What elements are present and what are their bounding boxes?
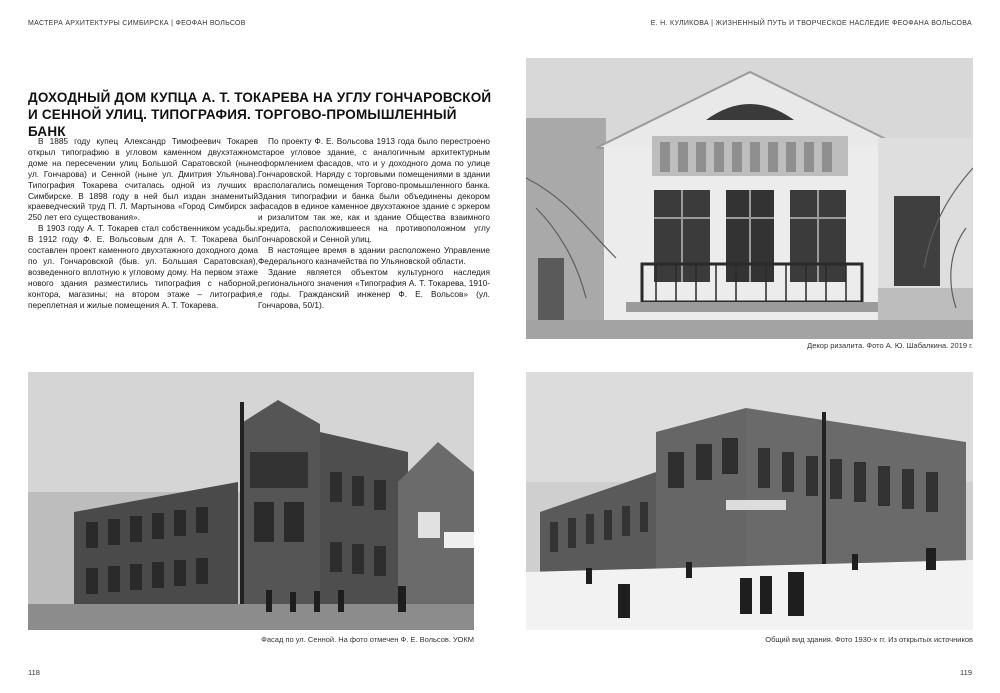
article-title [28, 89, 498, 140]
page-number-left: 118 [28, 668, 40, 677]
paragraph: По проекту Ф. Е. Вольсова 1913 года было перестроено старое угловое здание, с аналогичным архитектурным оформлением фасадов, что и у доходного дома по улице Гончаровской. Наряду с торговыми помещениями в здании располагались помещения Торгово-промышленного банка. Здания типографии и банка были объединены декором фасадов в единое каменное двухэтажное здание с эркером и ризалитом так же, как и здание Общества взаимного кредита, расположившееся на противоположном углу Гончаровской и Сенной улиц. [258, 136, 490, 245]
photo-caption-top: Декор ризалита. Фото А. Ю. Шабалкина. 2019 г. [807, 341, 973, 350]
photo-general-view [526, 372, 973, 630]
title-line-1: ДОХОДНЫЙ ДОМ КУПЦА А. Т. ТОКАРЕВА НА УГЛУ ГОНЧАРОВСКОЙ [28, 90, 492, 105]
photo-sennaya-facade [28, 372, 474, 630]
paragraph: В 1903 году А. Т. Токарев стал собственником усадьбы. В 1912 году Ф. Е. Вольсовым для А. Т. Токарева был составлен проект каменного двухэтажного доходного дома по ул. Гончаровской (быв. ул. Большая Саратовская), возведенного вплотную к угловому дому. На первом этаже нового здания разместились типография с наборной, контора, магазины; на втором этаже – литография, переплетная и жилые помещения А. Т. Токарева. [28, 223, 258, 310]
running-head-left: МАСТЕРА АРХИТЕКТУРЫ СИМБИРСКА | ФЕОФАН ВОЛЬСОВ [28, 20, 246, 27]
running-head-right: Е. Н. КУЛИКОВА | ЖИЗНЕННЫЙ ПУТЬ И ТВОРЧЕСКОЕ НАСЛЕДИЕ ФЕОФАНА ВОЛЬСОВА [650, 20, 972, 27]
title-line-2: И СЕННОЙ УЛИЦ. ТИПОГРАФИЯ. ТОРГОВО-ПРОМЫШЛЕННЫЙ БАНК [28, 107, 457, 139]
paragraph: Здание является объектом культурного наследия регионального значения «Типография А. Т. Токарева, 1910-е годы. Гражданский инженер Ф. Е. Вольсов» (ул. Гончарова, 50/1). [258, 266, 490, 310]
photo-caption-left: Фасад по ул. Сенной. На фото отмечен Ф. Е. Вольсов. УОКМ [261, 635, 474, 644]
photo-facade-decor [526, 58, 973, 339]
page-number-right: 119 [960, 668, 972, 677]
paragraph: В 1885 году купец Александр Тимофеевич Токарев открыл типографию в угловом каменном двухэтажном доме на пересечении улиц Большой Саратовской (ныне ул. Гончарова) и Сенной (ныне ул. Дмитрия Ульянова). Типография Токарева считалась одной из лучших в Симбирске. В 1898 году в ней был издан знаменитый краеведческий труд П. Л. Мартынова «Город Симбирск за 250 лет его существования». [28, 136, 258, 223]
photo-caption-bottom-right: Общий вид здания. Фото 1930-х гг. Из открытых источников [765, 635, 973, 644]
text-column-1 [28, 136, 258, 311]
paragraph: В настоящее время в здании расположено Управление Федерального казначейства по Ульяновской области. [258, 245, 490, 266]
text-column-2 [258, 136, 490, 311]
